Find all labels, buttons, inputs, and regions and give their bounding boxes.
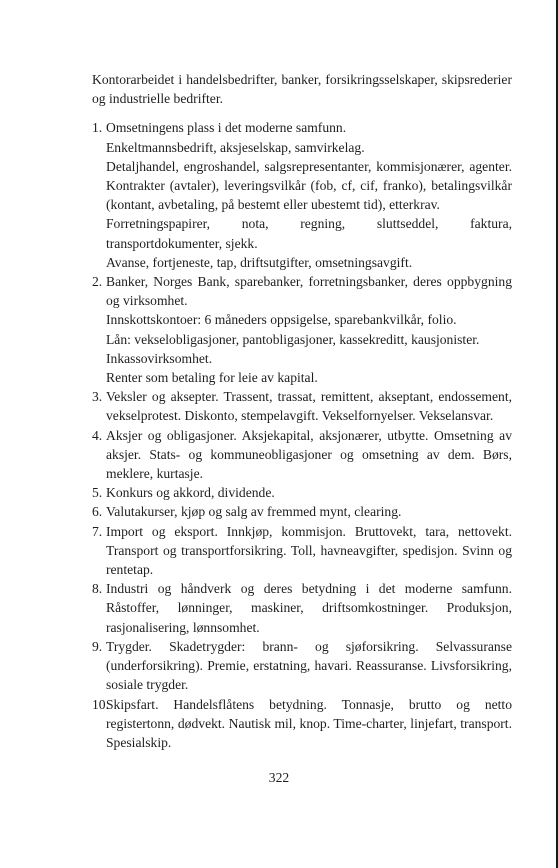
list-item <box>92 502 512 521</box>
item-paragraph: Veksler og aksepter. Trassent, trassat, remittent, akseptant, endossement, vekselprotest. Diskonto, stempelavgift. Vekselfornyelser. Vekselansvar. <box>106 389 512 424</box>
list-item <box>92 272 512 387</box>
item-paragraph: Valutakurser, kjøp og salg av fremmed mynt, clearing. <box>106 504 402 520</box>
item-paragraph: Trygder. Skadetrygder: brann- og sjøforsikring. Selvassuranse (underforsikring). Premie, erstatning, havari. Reassuranse. Livsforsikring, sosiale trygder. <box>106 638 512 693</box>
item-paragraph: Aksjer og obligasjoner. Aksjekapital, aksjonærer, utbytte. Omsetning av aksjer. Stats- og kommuneobligasjoner og omsetning av dem. Børs, meklere, kurtasje. <box>106 427 512 482</box>
item-paragraph: Avanse, fortjeneste, tap, driftsutgifter, omsetningsavgift. <box>106 254 413 270</box>
list-item <box>92 118 512 272</box>
item-paragraph: Enkeltmannsbedrift, aksjeselskap, samvirkelag. <box>106 139 365 155</box>
item-number: 1. <box>92 120 103 136</box>
item-body <box>106 502 512 521</box>
item-body <box>106 426 512 484</box>
item-body <box>106 387 512 425</box>
item-paragraph: Lån: vekselobligasjoner, pantobligasjoner, kassekreditt, kausjonister. <box>106 331 480 347</box>
item-paragraph: Import og eksport. Innkjøp, kommisjon. Bruttovekt, tara, nettovekt. Transport og transportforsikring. Toll, havneavgifter, spedisjon. Svinn og rentetap. <box>106 523 512 578</box>
list-item <box>92 579 512 637</box>
item-paragraph: Detaljhandel, engroshandel, salgsrepresentanter, kommisjonærer, agenter. Kontrakter (avtaler), leveringsvilkår (fob, cf, cif, franko), betalingsvilkår (kontant, avbetaling, på bestemt eller ubestemt tid), etterkrav. <box>106 158 512 213</box>
item-paragraph: Innskottskontoer: 6 måneders oppsigelse, sparebankvilkår, folio. <box>106 312 457 328</box>
item-number: 9. <box>92 638 103 654</box>
text-block <box>92 70 512 752</box>
item-paragraph: Renter som betaling for leie av kapital. <box>106 370 318 386</box>
item-paragraph: Forretningspapirer, nota, regning, sluttseddel, faktura, transportdokumenter, sjekk. <box>106 216 512 251</box>
list-item <box>92 522 512 580</box>
item-paragraph: Konkurs og akkord, dividende. <box>106 485 275 501</box>
item-paragraph: Omsetningens plass i det moderne samfunn. <box>106 120 347 136</box>
item-body <box>106 637 512 695</box>
item-body <box>106 272 512 387</box>
item-paragraph: Skipsfart. Handelsflåtens betydning. Tonnasje, brutto og netto registertonn, dødvekt. Nautisk mil, knop. Time-charter, linjefart, transport. Spesialskip. <box>106 696 512 750</box>
item-paragraph: Banker, Norges Bank, sparebanker, forretningsbanker, deres oppbygning og virksomhet. <box>106 274 512 309</box>
item-number: 6. <box>92 504 103 520</box>
item-number: 4. <box>92 427 103 443</box>
item-body <box>106 695 512 753</box>
item-body <box>106 118 512 272</box>
item-number: 10. <box>92 696 109 712</box>
list-item <box>92 695 512 753</box>
list-item <box>92 426 512 484</box>
item-paragraph: Industri og håndverk og deres betydning i det moderne samfunn. Råstoffer, lønninger, maskiner, driftsomkostninger. Produksjon, rasjonalisering, lønnsomhet. <box>106 581 512 635</box>
list-item <box>92 637 512 695</box>
item-number: 7. <box>92 523 103 539</box>
item-number: 8. <box>92 581 103 597</box>
intro-paragraph: Kontorarbeidet i handelsbedrifter, banker, forsikringsselskaper, skipsrederier og industrielle bedrifter. <box>92 72 512 107</box>
item-body <box>106 579 512 637</box>
list-item <box>92 483 512 502</box>
item-body <box>106 522 512 580</box>
page-number: 322 <box>268 770 290 785</box>
item-number: 2. <box>92 274 103 290</box>
numbered-list <box>92 118 512 752</box>
item-paragraph: Inkassovirksomhet. <box>106 350 213 366</box>
item-body <box>106 483 512 502</box>
list-item <box>92 387 512 425</box>
item-number: 3. <box>92 389 103 405</box>
item-number: 5. <box>92 485 103 501</box>
